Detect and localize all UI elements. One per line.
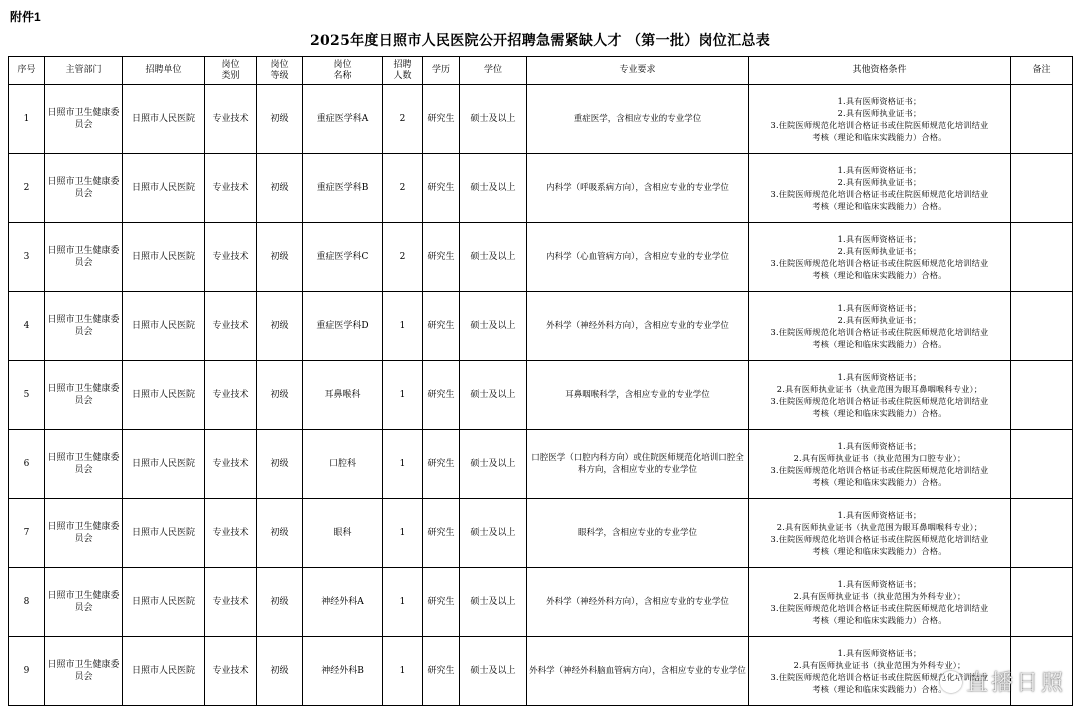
condition-line: 3.住院医师规范化培训合格证书或住院医师规范化培训结业	[770, 120, 989, 130]
condition-line: 考核（理论和临床实践能力）合格。	[812, 477, 947, 487]
condition-line: 1.具有医师资格证书；	[837, 234, 922, 244]
header-conditions: 其他资格条件	[749, 57, 1011, 85]
cell-level: 初级	[257, 568, 303, 637]
cell-conditions	[749, 292, 1011, 361]
positions-table	[8, 56, 1073, 706]
cell-count: 1	[383, 361, 423, 430]
cell-unit: 日照市人民医院	[123, 568, 205, 637]
cell-level: 初级	[257, 85, 303, 154]
condition-line: 2.具有医师执业证书（执业范围为眼耳鼻咽喉科专业）；	[776, 384, 983, 394]
cell-conditions	[749, 85, 1011, 154]
cell-position: 神经外科A	[303, 568, 383, 637]
cell-education: 研究生	[423, 85, 460, 154]
watermark	[940, 666, 1066, 697]
condition-line: 3.住院医师规范化培训合格证书或住院医师规范化培训结业	[770, 465, 989, 475]
broadcast-logo-icon	[940, 671, 962, 693]
cell-conditions	[749, 430, 1011, 499]
condition-line: 2.具有医师执业证书（执业范围为外科专业）；	[793, 660, 966, 670]
condition-line: 2.具有医师执业证书；	[837, 315, 922, 325]
condition-line: 3.住院医师规范化培训合格证书或住院医师规范化培训结业	[770, 603, 989, 613]
condition-line: 3.住院医师规范化培训合格证书或住院医师规范化培训结业	[770, 396, 989, 406]
cell-level: 初级	[257, 430, 303, 499]
cell-position: 眼科	[303, 499, 383, 568]
condition-line: 3.住院医师规范化培训合格证书或住院医师规范化培训结业	[770, 189, 989, 199]
cell-count: 1	[383, 568, 423, 637]
condition-line: 1.具有医师资格证书；	[837, 579, 922, 589]
cell-level: 初级	[257, 223, 303, 292]
cell-category: 专业技术	[205, 499, 257, 568]
cell-education: 研究生	[423, 292, 460, 361]
cell-position: 重症医学科A	[303, 85, 383, 154]
header-major: 专业要求	[527, 57, 749, 85]
cell-major: 口腔医学（口腔内科方向）或住院医师规范化培训口腔全科方向，含相应专业的专业学位	[527, 430, 749, 499]
cell-education: 研究生	[423, 637, 460, 706]
cell-seq: 1	[9, 85, 45, 154]
cell-education: 研究生	[423, 154, 460, 223]
cell-seq: 6	[9, 430, 45, 499]
cell-conditions	[749, 361, 1011, 430]
cell-category: 专业技术	[205, 154, 257, 223]
cell-conditions	[749, 499, 1011, 568]
condition-line: 考核（理论和临床实践能力）合格。	[812, 408, 947, 418]
cell-major: 外科学（神经外科脑血管病方向），含相应专业的专业学位	[527, 637, 749, 706]
cell-seq: 9	[9, 637, 45, 706]
cell-degree: 硕士及以上	[460, 568, 527, 637]
cell-dept: 日照市卫生健康委员会	[45, 154, 123, 223]
condition-line: 考核（理论和临床实践能力）合格。	[812, 546, 947, 556]
cell-count: 1	[383, 499, 423, 568]
condition-line: 3.住院医师规范化培训合格证书或住院医师规范化培训结业	[770, 534, 989, 544]
cell-level: 初级	[257, 292, 303, 361]
cell-unit: 日照市人民医院	[123, 361, 205, 430]
cell-education: 研究生	[423, 223, 460, 292]
cell-major: 内科学（呼吸系病方向），含相应专业的专业学位	[527, 154, 749, 223]
cell-position: 重症医学科B	[303, 154, 383, 223]
condition-line: 考核（理论和临床实践能力）合格。	[812, 132, 947, 142]
condition-line: 1.具有医师资格证书；	[837, 165, 922, 175]
attachment-label: 附件1	[10, 10, 41, 24]
table-row	[9, 568, 1073, 637]
cell-category: 专业技术	[205, 292, 257, 361]
cell-major: 耳鼻咽喉科学，含相应专业的专业学位	[527, 361, 749, 430]
cell-unit: 日照市人民医院	[123, 85, 205, 154]
cell-remarks	[1011, 292, 1073, 361]
cell-count: 2	[383, 223, 423, 292]
cell-position: 重症医学科C	[303, 223, 383, 292]
cell-dept: 日照市卫生健康委员会	[45, 637, 123, 706]
cell-degree: 硕士及以上	[460, 85, 527, 154]
cell-remarks	[1011, 430, 1073, 499]
cell-degree: 硕士及以上	[460, 499, 527, 568]
header-remarks: 备注	[1011, 57, 1073, 85]
cell-seq: 4	[9, 292, 45, 361]
cell-conditions	[749, 154, 1011, 223]
header-position: 岗位 名称	[303, 57, 383, 85]
condition-line: 考核（理论和临床实践能力）合格。	[812, 339, 947, 349]
condition-line: 1.具有医师资格证书；	[837, 372, 922, 382]
cell-degree: 硕士及以上	[460, 430, 527, 499]
condition-line: 2.具有医师执业证书；	[837, 108, 922, 118]
cell-seq: 2	[9, 154, 45, 223]
cell-category: 专业技术	[205, 85, 257, 154]
cell-category: 专业技术	[205, 361, 257, 430]
cell-seq: 7	[9, 499, 45, 568]
cell-position: 神经外科B	[303, 637, 383, 706]
condition-line: 1.具有医师资格证书；	[837, 441, 922, 451]
cell-position: 口腔科	[303, 430, 383, 499]
table-row	[9, 637, 1073, 706]
cell-major: 眼科学，含相应专业的专业学位	[527, 499, 749, 568]
condition-line: 1.具有医师资格证书；	[837, 648, 922, 658]
cell-remarks	[1011, 154, 1073, 223]
header-seq: 序号	[9, 57, 45, 85]
condition-line: 考核（理论和临床实践能力）合格。	[812, 270, 947, 280]
cell-major: 重症医学，含相应专业的专业学位	[527, 85, 749, 154]
cell-category: 专业技术	[205, 430, 257, 499]
cell-remarks	[1011, 361, 1073, 430]
cell-education: 研究生	[423, 568, 460, 637]
cell-count: 2	[383, 154, 423, 223]
table-row	[9, 499, 1073, 568]
condition-line: 1.具有医师资格证书；	[837, 303, 922, 313]
table-header-row	[9, 57, 1073, 85]
cell-seq: 3	[9, 223, 45, 292]
cell-unit: 日照市人民医院	[123, 637, 205, 706]
cell-seq: 5	[9, 361, 45, 430]
cell-degree: 硕士及以上	[460, 223, 527, 292]
cell-level: 初级	[257, 154, 303, 223]
condition-line: 2.具有医师执业证书（执业范围为外科专业）；	[793, 591, 966, 601]
header-level: 岗位 等级	[257, 57, 303, 85]
condition-line: 2.具有医师执业证书；	[837, 177, 922, 187]
condition-line: 1.具有医师资格证书；	[837, 96, 922, 106]
cell-remarks	[1011, 223, 1073, 292]
header-unit: 招聘单位	[123, 57, 205, 85]
cell-conditions	[749, 223, 1011, 292]
cell-level: 初级	[257, 637, 303, 706]
cell-remarks	[1011, 85, 1073, 154]
condition-line: 2.具有医师执业证书（执业范围为眼耳鼻咽喉科专业）；	[776, 522, 983, 532]
condition-line: 2.具有医师执业证书；	[837, 246, 922, 256]
cell-remarks	[1011, 568, 1073, 637]
header-dept: 主管部门	[45, 57, 123, 85]
table-row	[9, 154, 1073, 223]
cell-remarks	[1011, 499, 1073, 568]
cell-degree: 硕士及以上	[460, 637, 527, 706]
cell-unit: 日照市人民医院	[123, 292, 205, 361]
cell-major: 内科学（心血管病方向），含相应专业的专业学位	[527, 223, 749, 292]
cell-dept: 日照市卫生健康委员会	[45, 568, 123, 637]
cell-dept: 日照市卫生健康委员会	[45, 85, 123, 154]
cell-unit: 日照市人民医院	[123, 499, 205, 568]
condition-line: 考核（理论和临床实践能力）合格。	[812, 615, 947, 625]
cell-level: 初级	[257, 361, 303, 430]
condition-line: 3.住院医师规范化培训合格证书或住院医师规范化培训结业	[770, 258, 989, 268]
cell-category: 专业技术	[205, 223, 257, 292]
cell-education: 研究生	[423, 499, 460, 568]
cell-category: 专业技术	[205, 568, 257, 637]
table-row	[9, 85, 1073, 154]
cell-count: 1	[383, 637, 423, 706]
cell-dept: 日照市卫生健康委员会	[45, 361, 123, 430]
header-count: 招聘 人数	[383, 57, 423, 85]
table-row	[9, 430, 1073, 499]
cell-count: 1	[383, 430, 423, 499]
cell-degree: 硕士及以上	[460, 154, 527, 223]
cell-dept: 日照市卫生健康委员会	[45, 430, 123, 499]
cell-conditions	[749, 568, 1011, 637]
table-row	[9, 361, 1073, 430]
cell-education: 研究生	[423, 361, 460, 430]
cell-position: 耳鼻喉科	[303, 361, 383, 430]
page-title: 2025年度日照市人民医院公开招聘急需紧缺人才 （第一批）岗位汇总表	[309, 33, 771, 49]
condition-line: 3.住院医师规范化培训合格证书或住院医师规范化培训结业	[770, 672, 989, 682]
cell-education: 研究生	[423, 430, 460, 499]
cell-unit: 日照市人民医院	[123, 430, 205, 499]
condition-line: 考核（理论和临床实践能力）合格。	[812, 201, 947, 211]
cell-seq: 8	[9, 568, 45, 637]
cell-degree: 硕士及以上	[460, 361, 527, 430]
condition-line: 2.具有医师执业证书（执业范围为口腔专业）；	[793, 453, 966, 463]
table-row	[9, 223, 1073, 292]
cell-dept: 日照市卫生健康委员会	[45, 499, 123, 568]
cell-category: 专业技术	[205, 637, 257, 706]
condition-line: 3.住院医师规范化培训合格证书或住院医师规范化培训结业	[770, 327, 989, 337]
cell-major: 外科学（神经外科方向），含相应专业的专业学位	[527, 568, 749, 637]
condition-line: 考核（理论和临床实践能力）合格。	[812, 684, 947, 694]
header-category: 岗位 类别	[205, 57, 257, 85]
condition-line: 1.具有医师资格证书；	[837, 510, 922, 520]
table-row	[9, 292, 1073, 361]
cell-major: 外科学（神经外科方向），含相应专业的专业学位	[527, 292, 749, 361]
cell-dept: 日照市卫生健康委员会	[45, 292, 123, 361]
cell-dept: 日照市卫生健康委员会	[45, 223, 123, 292]
header-degree: 学位	[460, 57, 527, 85]
watermark-text: 直播日照	[965, 671, 1066, 696]
cell-count: 1	[383, 292, 423, 361]
cell-position: 重症医学科D	[303, 292, 383, 361]
cell-level: 初级	[257, 499, 303, 568]
cell-count: 2	[383, 85, 423, 154]
cell-degree: 硕士及以上	[460, 292, 527, 361]
cell-unit: 日照市人民医院	[123, 154, 205, 223]
header-education: 学历	[423, 57, 460, 85]
cell-unit: 日照市人民医院	[123, 223, 205, 292]
